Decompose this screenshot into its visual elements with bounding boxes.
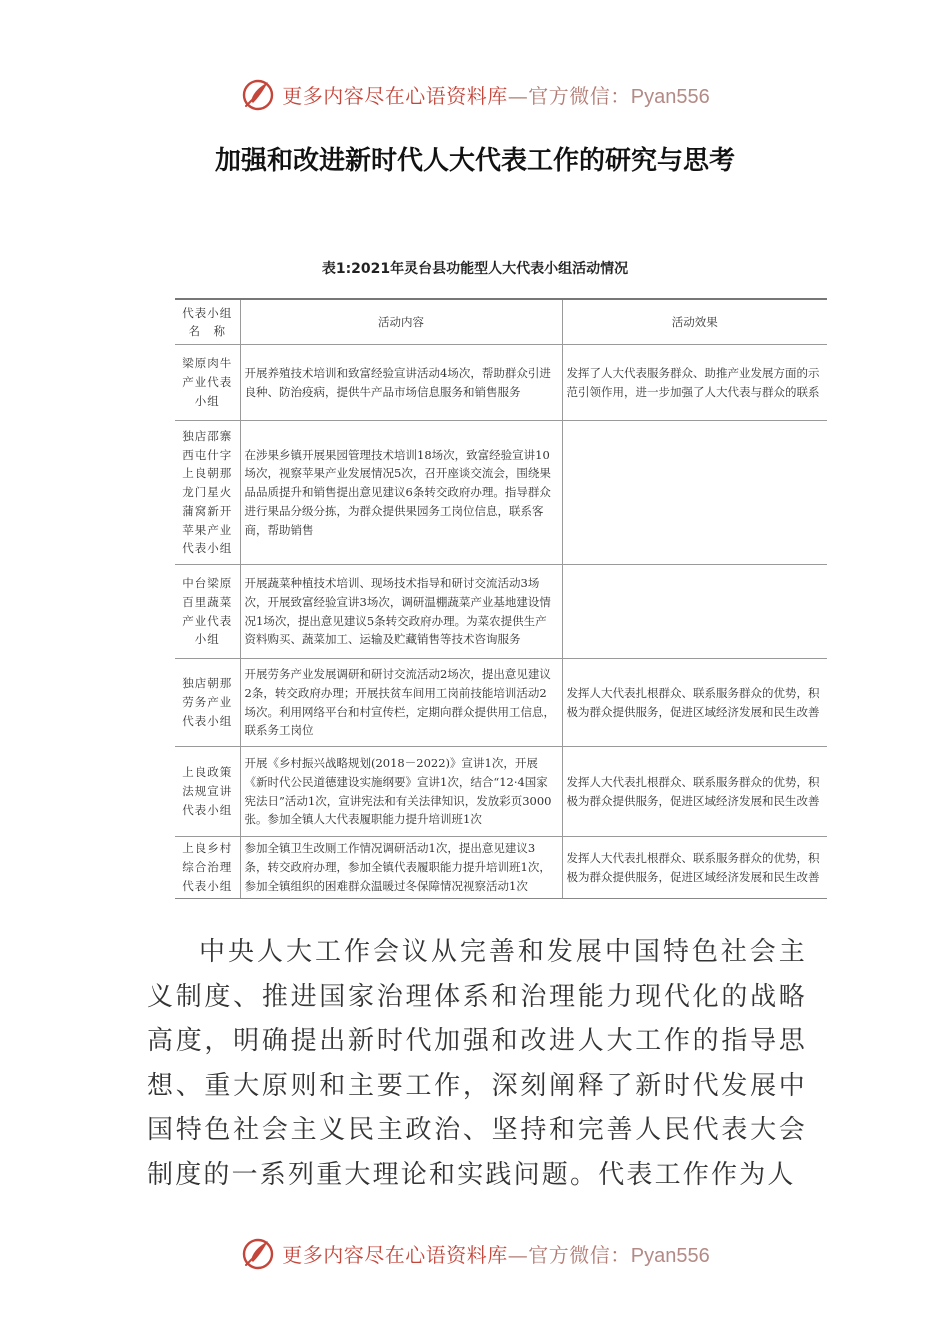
watermark-wechat-id: Pyan556 <box>630 1244 710 1267</box>
brand-logo-icon <box>240 76 276 112</box>
body-paragraph: 中央人大工作会议从完善和发展中国特色社会主义制度、推进国家治理体系和治理能力现代化的战略高度，明确提出新时代加强和改进人大工作的指导思想、重大原则和主要工作，深刻阐释了新时代发展中国特色社会主义民主政治、坚持和完善人民代表大会制度的一系列重大理论和实践问题。代表工作作为人 <box>147 937 807 1190</box>
header-content: 活动内容 <box>240 299 562 345</box>
row-effect <box>562 565 827 659</box>
row-content: 开展蔬菜种植技术培训、现场技术指导和研讨交流活动3场次，开展致富经验宣讲3场次，调研温棚蔬菜产业基地建设情况1场次，提出意见建议5条转交政府办理。为菜农提供生产资料购买、蔬菜加工、运输及贮藏销售等技术咨询服务 <box>240 565 562 659</box>
row-content: 开展《乡村振兴战略规划(2018－2022)》宣讲1次，开展《新时代公民道德建设实施纲要》宣讲1次，结合“12·4国家宪法日”活动1次，宣讲宪法和有关法律知识，发放彩页3000张。参加全镇人大代表履职能力提升培训班1次 <box>240 747 562 837</box>
row-effect: 发挥了人大代表服务群众、助推产业发展方面的示范引领作用，进一步加强了人大代表与群众的联系 <box>562 345 827 421</box>
activity-table <box>175 298 827 899</box>
table-row <box>175 747 827 837</box>
watermark-header <box>0 74 950 114</box>
table-row <box>175 837 827 899</box>
row-effect: 发挥人大代表扎根群众、联系服务群众的优势，积极为群众提供服务，促进区域经济发展和民生改善 <box>562 659 827 747</box>
row-group: 梁原肉牛产业代表小组 <box>175 345 240 421</box>
watermark-text <box>282 1239 709 1268</box>
watermark-wechat-label: 官方微信： <box>528 1242 631 1267</box>
row-content: 开展养殖技术培训和致富经验宣讲活动4场次，帮助群众引进良种、防治疫病，提供牛产品市场信息服务和销售服务 <box>240 345 562 421</box>
row-effect: 发挥人大代表扎根群众、联系服务群众的优势，积极为群众提供服务，促进区域经济发展和民生改善 <box>562 747 827 837</box>
row-group: 独店朝那劳务产业代表小组 <box>175 659 240 747</box>
row-group: 独店邵寨西屯什字上良朝那龙门星火蒲窝新开苹果产业代表小组 <box>175 421 240 565</box>
row-content: 开展劳务产业发展调研和研讨交流活动2场次，提出意见建议2条，转交政府办理；开展扶贫车间用工岗前技能培训活动2场次。利用网络平台和村宣传栏，定期向群众提供用工信息，联系务工岗位 <box>240 659 562 747</box>
watermark-wechat-label: 官方微信： <box>528 83 631 108</box>
table-caption: 表1:2021年灵台县功能型人大代表小组活动情况 <box>321 261 629 277</box>
row-effect <box>562 421 827 565</box>
header-group: 代表小组名 称 <box>175 299 240 345</box>
watermark-text <box>282 80 709 109</box>
row-content: 参加全镇卫生改厕工作情况调研活动1次，提出意见建议3条，转交政府办理，参加全镇代表履职能力提升培训班1次，参加全镇组织的困难群众温暖过冬保障情况视察活动1次 <box>240 837 562 899</box>
watermark-main: 更多内容尽在心语资料库 <box>282 83 508 108</box>
table-row <box>175 421 827 565</box>
watermark-footer <box>0 1233 950 1273</box>
watermark-separator: — <box>507 1242 529 1267</box>
row-content: 在涉果乡镇开展果园管理技术培训18场次，致富经验宣讲10场次，视察苹果产业发展情况5次，召开座谈交流会，围绕果品品质提升和销售提出意见建议6条转交政府办理。指导群众进行果品分级分拣，为群众提供果园务工岗位信息，联系客商，帮助销售 <box>240 421 562 565</box>
row-group: 中台梁原百里蔬菜产业代表小组 <box>175 565 240 659</box>
row-group: 上良乡村综合治理代表小组 <box>175 837 240 899</box>
row-effect: 发挥人大代表扎根群众、联系服务群众的优势，积极为群众提供服务，促进区域经济发展和民生改善 <box>562 837 827 899</box>
header-effect: 活动效果 <box>562 299 827 345</box>
brand-logo-icon <box>240 1235 276 1271</box>
table-row <box>175 659 827 747</box>
table-row <box>175 565 827 659</box>
page-title: 加强和改进新时代人大代表工作的研究与思考 <box>214 146 735 176</box>
watermark-wechat-id: Pyan556 <box>630 85 710 108</box>
watermark-separator: — <box>507 83 529 108</box>
row-group: 上良政策法规宣讲代表小组 <box>175 747 240 837</box>
table-header-row <box>175 299 827 345</box>
watermark-main: 更多内容尽在心语资料库 <box>282 1242 508 1267</box>
table-row <box>175 345 827 421</box>
body-text <box>147 930 807 1197</box>
